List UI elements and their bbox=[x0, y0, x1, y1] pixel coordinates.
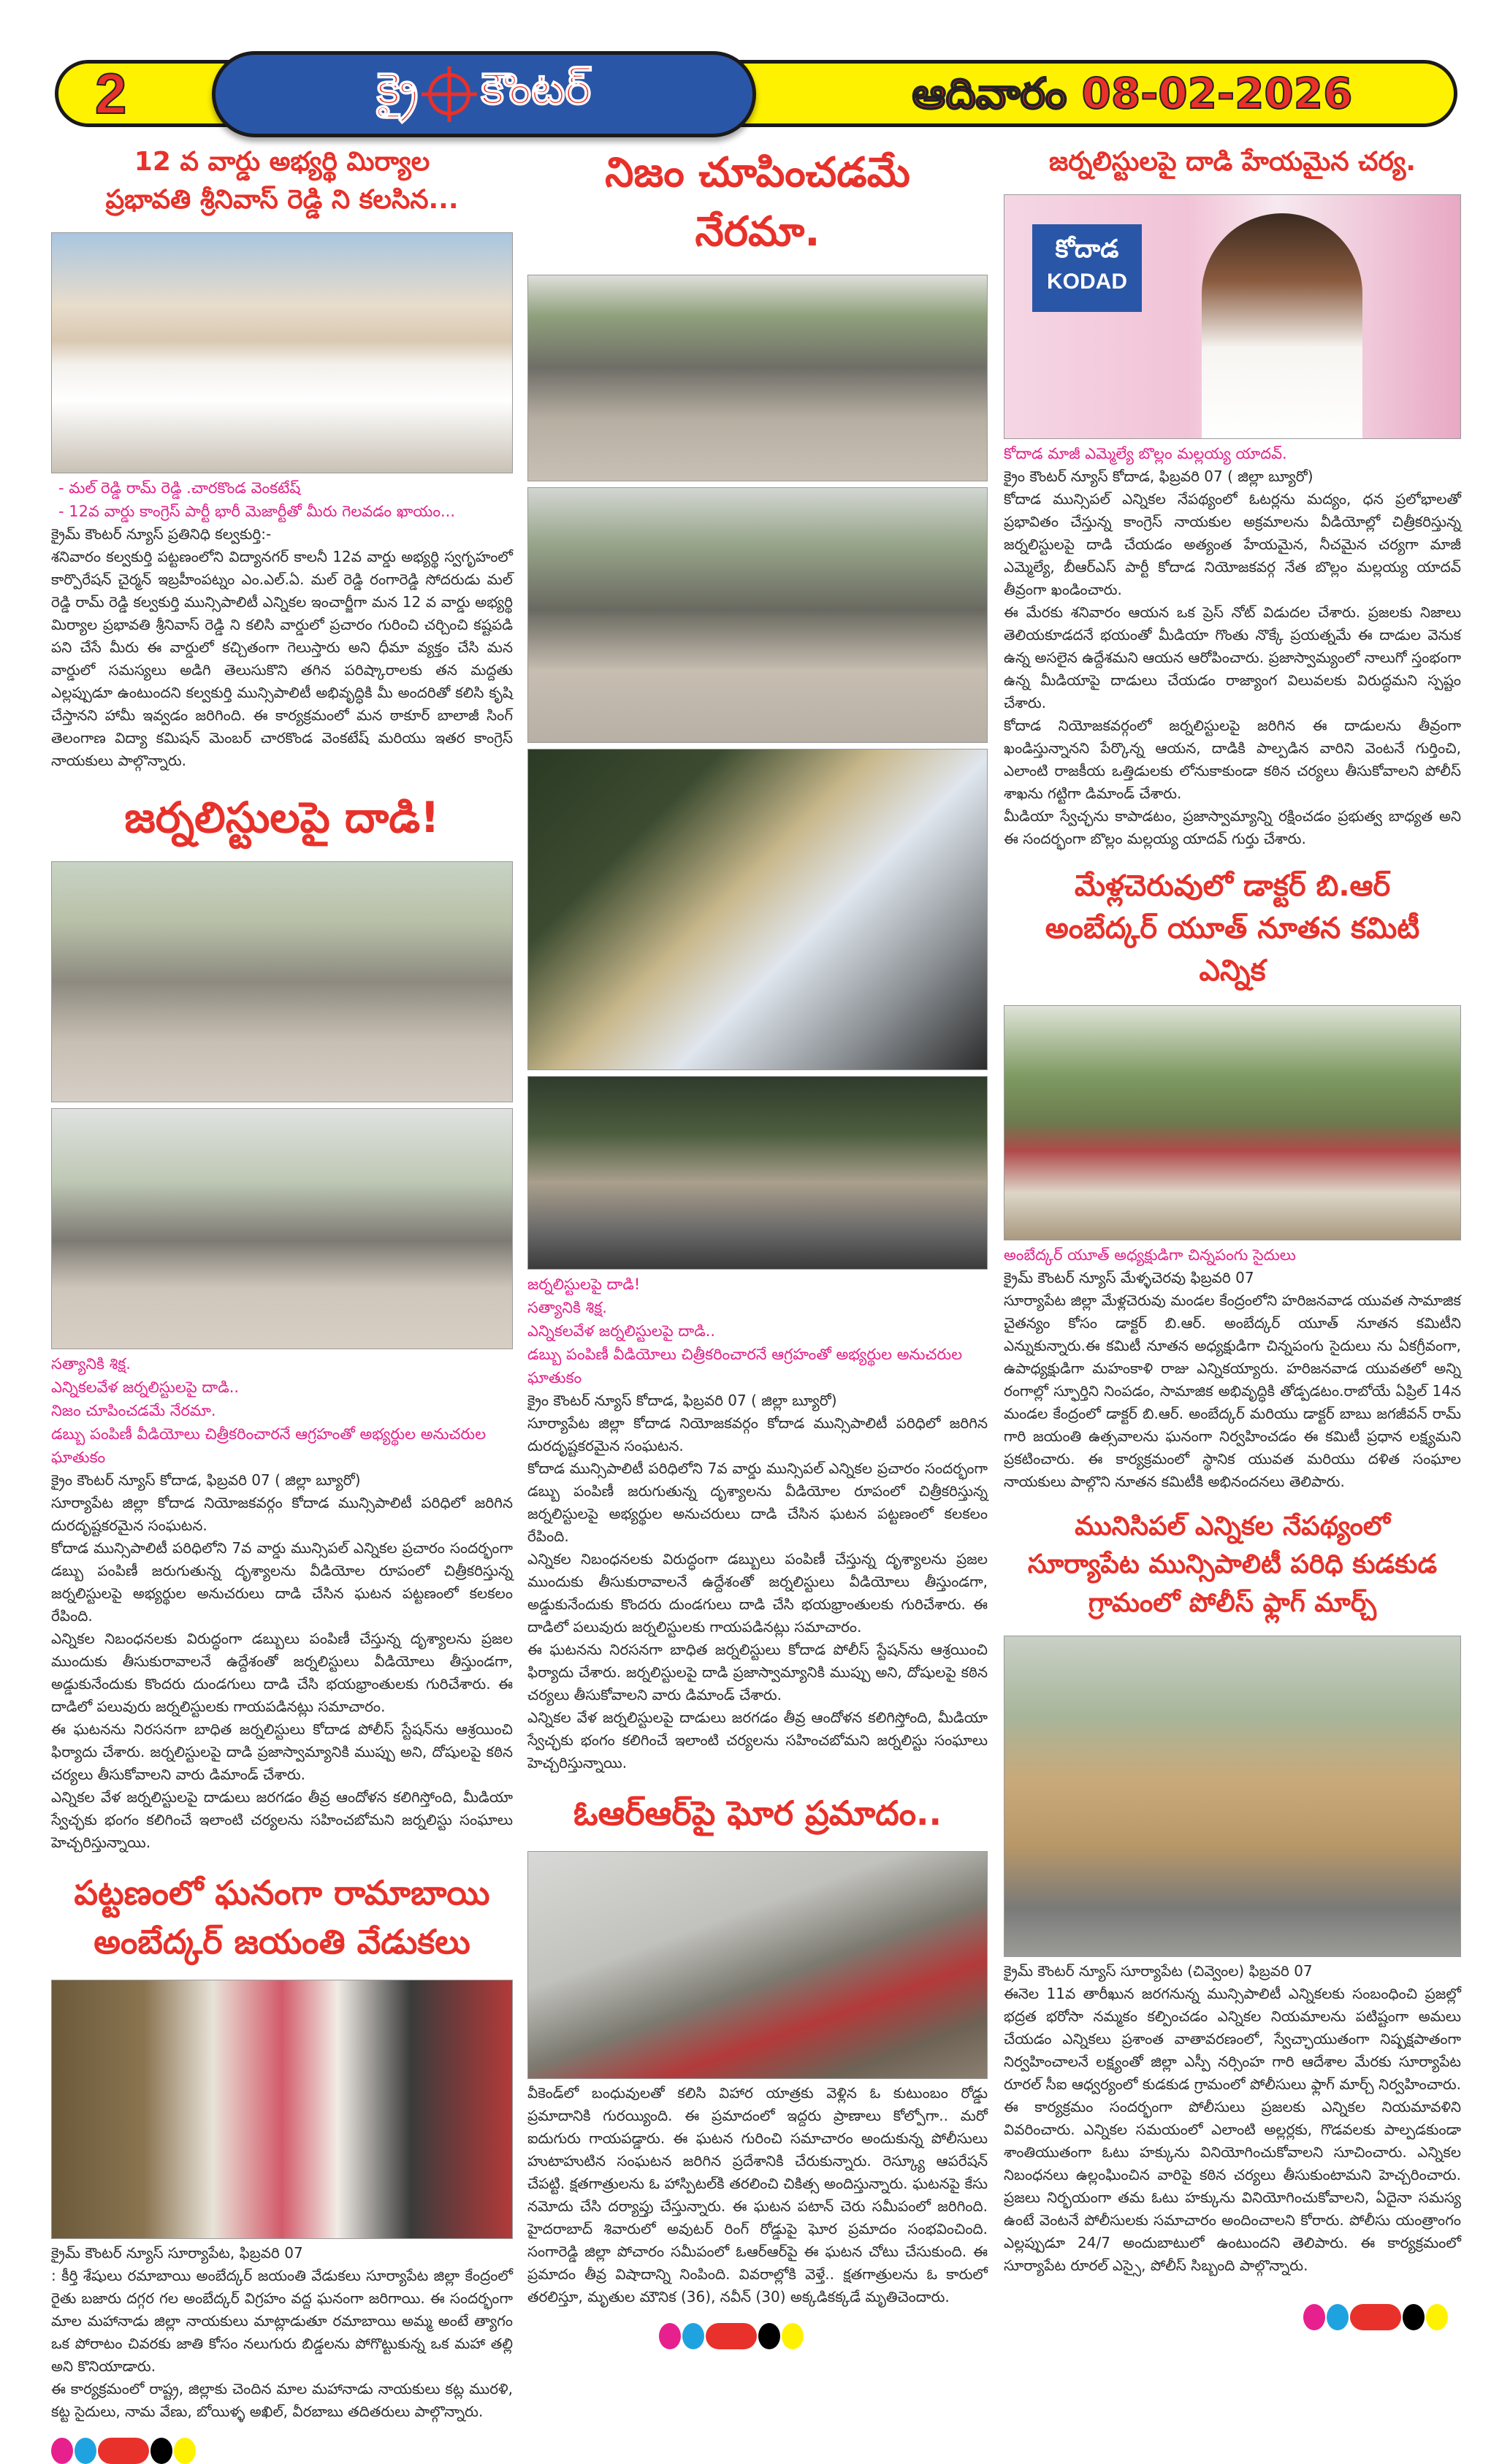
article-body bbox=[51, 1469, 513, 1854]
story-police-flag-march bbox=[1004, 1960, 1461, 2277]
story-journalists-attack bbox=[51, 1352, 513, 1854]
caption: డబ్బు పంపిణీ వీడియోలు చిత్రీకరించారనే ఆగ్రహంతో అభ్యర్థుల అనుచరుల ఘాతుకం bbox=[51, 1425, 487, 1467]
person-figure bbox=[1202, 213, 1362, 438]
red-mark bbox=[706, 2323, 757, 2349]
headline-truth-crime bbox=[527, 143, 988, 262]
dateline: క్రైం కౌంటర్ న్యూస్ కోదాడ, ఫిబ్రవరి 07 ( జిల్లా బ్యూరో) bbox=[527, 1392, 837, 1410]
photo-journalists-group bbox=[527, 1076, 988, 1270]
paragraph: ఈ మేరకు శనివారం ఆయన ఒక ప్రెస్ నోట్ విడుదల చేశారు. ప్రజలకు నిజాలు తెలియకూడదనే భయంతో మీడియా గొంతు నొక్కే ప్రయత్నమే ఈ దాడుల వెనుక ఉన్న అసలైన ఉద్దేశమని ఆయన ఆరోపించారు. ప్రజాస్వామ్యంలో నాలుగో స్తంభంగా ఉన్న మీడియాపై దాడులు చేయడం రాజ్యాంగ విలువలకు విరుద్ధమని స్పష్టం చేశారు. bbox=[1004, 603, 1461, 712]
headline-line: అంబేద్కర్ యూత్ నూతన కమిటీ bbox=[1045, 912, 1420, 946]
yellow-mark bbox=[782, 2323, 804, 2349]
crosshair-icon bbox=[428, 73, 470, 115]
story-heinous-act bbox=[1004, 442, 1461, 850]
paragraph: ఎన్నికల నిబంధనలకు విరుద్ధంగా డబ్బులు పంపిణీ చేస్తున్న దృశ్యాలను ప్రజల ముందుకు తీసుకురావాలనే ఉద్దేశంతో జర్నలిస్టులు వీడియోలు తీస్తుండగా, అడ్డుకునేందుకు కొందరు దుండగులు దాడి చేసి భయభ్రాంతులకు గురిచేశారు. ఈ దాడిలో పలువురు జర్నలిస్టులకు గాయపడినట్లు సమాచారం. bbox=[527, 1550, 988, 1636]
paragraph: మీడియా స్వేచ్ఛను కాపాడటం, ప్రజాస్వామ్యాన్ని రక్షించడం ప్రభుత్వ బాధ్యత అని ఈ సందర్భంగా బొల్లం మల్లయ్య యాదవ్ గుర్తు చేశారు. bbox=[1004, 807, 1461, 848]
paragraph: ఈ ఘటనను నిరసనగా బాధిత జర్నలిస్టులు కోదాడ పోలీస్ స్టేషన్‌ను ఆశ్రయించి ఫిర్యాదు చేశారు. జర్నలిస్టులపై దాడి ప్రజాస్వామ్యానికి ముప్పు అని, దోషులపై కఠిన చర్యలు తీసుకోవాలని వారు డిమాండ్ చేశారు. bbox=[51, 1720, 513, 1784]
headline-line: నేరమా. bbox=[695, 208, 820, 256]
logo-text-right: కౌంటర్ bbox=[481, 64, 592, 115]
headline-line: నిజం చూపించడమే bbox=[605, 149, 910, 197]
red-mark bbox=[1350, 2304, 1401, 2330]
caption: డబ్బు పంపిణీ వీడియోలు చిత్రీకరించారనే ఆగ్రహంతో అభ్యర్థుల అనుచరుల ఘాతుకం bbox=[527, 1346, 963, 1387]
paragraph: కోదాడ నియోజకవర్గంలో జర్నలిస్టులపై జరిగిన ఈ దాడులను తీవ్రంగా ఖండిస్తున్నానని పేర్కొన్న ఆయన, దాడికి పాల్పడిన వారిని వెంటనే గుర్తించి, ఎలాంటి రాజకీయ ఒత్తిడులకు లోనుకాకుండా కఠిన చర్యలు తీసుకోవాలని పోలీస్ శాఖను గట్టిగా డిమాండ్ చేశారు. bbox=[1004, 717, 1461, 803]
cyan-mark bbox=[75, 2438, 96, 2464]
column-3 bbox=[1004, 139, 1461, 2330]
red-mark bbox=[98, 2438, 149, 2464]
story-orr-accident bbox=[527, 2082, 988, 2308]
column-2 bbox=[527, 139, 988, 2349]
story-truth-crime bbox=[527, 1273, 988, 1774]
black-mark bbox=[1403, 2304, 1425, 2330]
paragraph: ఎన్నికల వేళ జర్నలిస్టులపై దాడులు జరగడం తీవ్ర ఆందోళన కలిగిస్తోంది, మీడియా స్వేచ్ఛకు భంగం కలిగించే ఇలాంటి చర్యలను సహించబోమని జర్నలిస్టు సంఘాలు హెచ్చరిస్తున్నాయి. bbox=[51, 1788, 513, 1852]
paragraph: కోదాడ మున్సిపల్ ఎన్నికల నేపథ్యంలో ఓటర్లను మద్యం, ధన ప్రలోభాలతో ప్రభావితం చేస్తున్న కాంగ్రెస్ నాయకుల అక్రమాలను వీడియోల్లో చిత్రీకరిస్తున్న జర్నలిస్టులపై దాడి చేయడం అత్యంత హేయమైన, నీచమైన చర్యగా మాజీ ఎమ్మెల్యే, బీఆర్ఎస్ పార్టీ కోదాడ నియోజకవర్గ నేత బొల్లం మల్లయ్య యాదవ్ తీవ్రంగా ఖండించారు. bbox=[1004, 490, 1461, 599]
article-body bbox=[1004, 1267, 1461, 1493]
article-body: వీకెండ్‌లో బంధువులతో కలిసి విహార యాత్రకు వెళ్లిన ఓ కుటుంబం రోడ్డు ప్రమాదానికి గురయ్యింది. ఈ ప్రమాదంలో ఇద్దరు ప్రాణాలు కోల్పోగా.. మరో ఐదుగురు గాయపడ్డారు. ఈ ఘటన గురించి సమాచారం అందుకున్న పోలీసులు హుటాహుటిన సంఘటన జరిగిన ప్రదేశానికి చేరుకున్నారు. రెస్క్యూ ఆపరేషన్ చేపట్టి. క్షతగాత్రులను ఓ హాస్పిటల్‌కి తరలించి చికిత్స అందిస్తున్నారు. ఘటనపై కేసు నమోదు చేసి దర్యాప్తు చేస్తున్నారు. ఈ ఘటన పటాన్ చెరు సమీపంలో జరిగింది. హైదరాబాద్ శివారులో అవుటర్ రింగ్ రోడ్డుపై ఘోర ప్రమాదం సంభవించింది. సంగారెడ్డి జిల్లా పోచారం సమీపంలో ఓఆర్ఆర్‌పై ఈ ఘటన చోటు చేసుకుంది. ఈ ప్రమాదం తీవ్ర విషాదాన్ని నింపింది. వివరాల్లోకి వెళ్తే.. క్షతగాత్రులను ఓ కారులో తరలిస్తూ, మృతుల మౌనిక (36), నవీన్ (30) అక్కడికక్కడే మృతిచెందారు. bbox=[527, 2084, 988, 2306]
photo-accident-car bbox=[527, 1851, 988, 2079]
story-ambedkar-youth bbox=[1004, 1243, 1461, 1493]
paragraph: ఎన్నికల వేళ జర్నలిస్టులపై దాడులు జరగడం తీవ్ర ఆందోళన కలిగిస్తోంది, మీడియా స్వేచ్ఛకు భంగం కలిగించే ఇలాంటి చర్యలను సహించబోమని జర్నలిస్టు సంఘాలు హెచ్చరిస్తున్నాయి. bbox=[527, 1709, 988, 1772]
photo-police-flag-march bbox=[1004, 1636, 1461, 1957]
caption: కోదాడ మాజీ ఎమ్మెల్యే బొల్లం మల్లయ్య యాదవ్. bbox=[1004, 445, 1287, 463]
sign-text: KODAD bbox=[1047, 270, 1127, 294]
paragraph: ఎన్నికల నిబంధనలకు విరుద్ధంగా డబ్బులు పంపిణీ చేస్తున్న దృశ్యాలను ప్రజల ముందుకు తీసుకురావాలనే ఉద్దేశంతో జర్నలిస్టులు వీడియోలు తీస్తుండగా, అడ్డుకునేందుకు కొందరు దుండగులు దాడి చేసి భయభ్రాంతులకు గురిచేశారు. ఈ దాడిలో పలువురు జర్నలిస్టులకు గాయపడినట్లు సమాచారం. bbox=[51, 1630, 513, 1716]
headline-ramabai-jayanti bbox=[51, 1869, 513, 1966]
magenta-mark bbox=[659, 2323, 681, 2349]
registration-marks bbox=[1004, 2289, 1461, 2330]
photo-ambedkar-youth bbox=[1004, 1005, 1461, 1240]
caption: ఎన్నికలవేళ జర్నలిస్టులపై దాడి.. bbox=[51, 1378, 240, 1397]
photo-police-memorandum bbox=[527, 749, 988, 1070]
photo-congress-leaders bbox=[51, 232, 513, 473]
cyan-mark bbox=[1327, 2304, 1349, 2330]
headline-line: అంబేద్కర్ జయంతి వేడుకలు bbox=[94, 1922, 470, 1962]
black-mark bbox=[150, 2438, 172, 2464]
yellow-mark bbox=[174, 2438, 196, 2464]
headline-journalists-attack: జర్నలిస్టులపై దాడి! bbox=[124, 793, 440, 843]
headline-police-flag-march bbox=[1004, 1508, 1461, 1622]
headline-line: సూర్యాపేట మున్సిపాలిటీ పరిధి కుడకుడ bbox=[1027, 1549, 1438, 1580]
photo-journalists-protest-2 bbox=[527, 487, 988, 743]
dateline: క్రైమ్ కౌంటర్ న్యూస్ సూర్యాపేట, ఫిబ్రవరి 07 bbox=[51, 2243, 303, 2262]
headline-ward-candidate bbox=[51, 143, 513, 219]
headline-orr-accident: ఓఆర్ఆర్‌పై ఘోర ప్రమాదం.. bbox=[573, 1793, 942, 1834]
caption: నిజం చూపించడమే నేరమా. bbox=[51, 1402, 216, 1420]
article-body bbox=[527, 1389, 988, 1774]
caption: ఎన్నికలవేళ జర్నలిస్టులపై దాడి.. bbox=[527, 1322, 716, 1340]
dateline: క్రైమ్ కౌంటర్ న్యూస్ సూర్యాపేట (చివ్వెంల) ఫిబ్రవరి 07 bbox=[1004, 1961, 1313, 1980]
caption: సత్యానికి శిక్ష. bbox=[527, 1299, 607, 1317]
registration-marks bbox=[51, 2423, 513, 2464]
paragraph: ఈ ఘటనను నిరసనగా బాధిత జర్నలిస్టులు కోదాడ పోలీస్ స్టేషన్‌ను ఆశ్రయించి ఫిర్యాదు చేశారు. జర్నలిస్టులపై దాడి ప్రజాస్వామ్యానికి ముప్పు అని, దోషులపై కఠిన చర్యలు తీసుకోవాలని వారు డిమాండ్ చేశారు. bbox=[527, 1641, 988, 1704]
photo-protest-rally-2 bbox=[51, 1108, 513, 1349]
headline-line: పట్టణంలో ఘనంగా రామాబాయి bbox=[74, 1873, 490, 1913]
yellow-mark bbox=[1426, 2304, 1448, 2330]
dateline: క్రైం కౌంటర్ న్యూస్ కోదాడ, ఫిబ్రవరి 07 ( జిల్లా బ్యూరో) bbox=[51, 1471, 361, 1490]
headline-line: మునిసిపల్ ఎన్నికల నేపథ్యంలో bbox=[1075, 1511, 1390, 1542]
article-body bbox=[1004, 465, 1461, 850]
kodad-sign bbox=[1032, 224, 1142, 312]
dateline: క్రైమ్ కౌంటర్ న్యూస్ మేళ్ళచెరవు ఫిబ్రవరి 07 bbox=[1004, 1269, 1254, 1287]
story-ward-candidate bbox=[51, 476, 513, 772]
headline-line: ప్రభావతి శ్రీనివాస్ రెడ్డి ని కలసిన... bbox=[105, 185, 459, 215]
photo-ramabai-tribute bbox=[51, 1980, 513, 2239]
paragraph: సూర్యాపేట జిల్లా కోదాడ నియోజకవర్గం కోదాడ మున్సిపాలిటీ పరిధిలో జరిగిన దురదృష్టకరమైన సంఘటన. bbox=[527, 1414, 988, 1455]
cyan-mark bbox=[682, 2323, 704, 2349]
sign-text: కోదాడ bbox=[1055, 234, 1119, 264]
paragraph: : కీర్తి శేషులు రమాబాయి అంబేద్కర్ జయంతి వేడుకలు సూర్యాపేట జిల్లా కేంద్రంలో రైతు బజారు దగ్గర గల అంబేద్కర్ విగ్రహం వద్ద ఘనంగా జరిగాయి. ఈ సందర్భంగా మాల మహానాడు జిల్లా నాయకులు మాట్లాడుతూ రమాబాయి అమ్మ అంటే త్యాగం ఒక పోరాటం చివరకు జాతి కోసం నలుగురు బిడ్డలను పోగొట్టుకున్న ఒక మహా తల్లి అని కొనియాడారు. bbox=[51, 2266, 513, 2375]
newspaper-logo bbox=[212, 51, 756, 137]
caption: - 12వ వార్డు కాంగ్రెస్ పార్టీ భారీ మెజార్టీతో మీరు గెలవడం ఖాయం... bbox=[58, 503, 456, 521]
dateline: క్రైం కౌంటర్ న్యూస్ కోదాడ, ఫిబ్రవరి 07 ( జిల్లా బ్యూరో) bbox=[1004, 468, 1313, 486]
headline-line: గ్రామంలో పోలీస్ ఫ్లాగ్ మార్చ్ bbox=[1088, 1587, 1377, 1618]
paragraph: ఈనెల 11వ తారీఖున జరగనున్న మున్సిపాలిటీ ఎన్నికలకు సంబంధించి ప్రజల్లో భద్రత భరోసా నమ్మకం కల్పించడం ఎన్నికల నియమాలను పటిష్టంగా అమలు చేయడం ఎన్నికలు ప్రశాంత వాతావరణంలో, స్వేచ్ఛాయుతంగా నిష్పక్షపాతంగా నిర్వహించాలనే లక్ష్యంతో జిల్లా ఎస్పీ నర్సింహ గారి ఆదేశాల మేరకు సూర్యాపేట రూరల్ సీఐ ఆధ్వర్యంలో కుడకుడ గ్రామంలో పోలీసులు ఫ్లాగ్ మార్చ్ నిర్వహించారు. ఈ కార్యక్రమం సందర్భంగా పోలీసులు ప్రజలకు ఎన్నికల నియమావళిని వివరించారు. ఎన్నికల సమయంలో ఎలాంటి అల్లర్లకు, గొడవలకు పాల్పడకుండా శాంతియుతంగా ఓటు హక్కును వినియోగించుకోవాలని సూచించారు. ఎన్నికల నిబంధనలు ఉల్లంఘించిన వారిపై కఠిన చర్యలు తీసుకుంటామని హెచ్చరించారు. ప్రజలు నిర్భయంగా తమ ఓటు హక్కును వినియోగించుకోవాలని, ఏదైనా సమస్య ఉంటే వెంటనే పోలీసులకు సమాచారం అందించాలని కోరారు. పోలీసు యంత్రాంగం ఎల్లప్పుడూ 24/7 అందుబాటులో ఉంటుందని తెలిపారు. ఈ కార్యక్రమంలో సూర్యాపేట రూరల్ ఎస్సై, పోలీస్ సిబ్బంది పాల్గొన్నారు. bbox=[1004, 1984, 1461, 2274]
photo-mla-portrait bbox=[1004, 194, 1461, 439]
photo-protest-rally-1 bbox=[51, 861, 513, 1102]
page-number: 2 bbox=[95, 61, 127, 126]
article-body: శనివారం కల్వకుర్తి పట్టణంలోని విద్యానగర్ కాలనీ 12వ వార్డు అభ్యర్థి స్వగృహంలో కార్పొరేషన్ చైర్మన్ ఇబ్రహీంపట్నం ఎం.ఎల్.ఏ. మల్ రెడ్డి రంగారెడ్డి సోదరుడు మల్ రెడ్డి రామ్ రెడ్డి కల్వకుర్తి మున్సిపాలిటీ ఎన్నికల ఇంచార్జీగా మన 12 వ వార్డు అభ్యర్థి మిర్యాల ప్రభావతి శ్రీనివాస్ రెడ్డి ని కలిసి వార్డులో ప్రచారం గురించి చర్చించి కష్టపడి పని చేసే మీరు ఈ వార్డులో కచ్చితంగా గెలుస్తారు అని ధీమా వ్యక్తం చేసి మన వార్డులో సమస్యలు అడిగి తెలుసుకొని తగిన పరిష్కారాలకు తన మద్దతు ఎల్లప్పుడూ ఉంటుందని కల్వకుర్తి మున్సిపాలిటీ అభివృద్ధికి మీ అందరితో కలిసి కృషి చేస్తానని హామీ ఇవ్వడం జరిగింది. ఈ కార్యక్రమంలో మన ఠాకూర్ బాలాజీ సింగ్ తెలంగాణ విద్యా కమిషన్ మెంబర్ చారకొండ వెంకటేష్ మరియు ఇతర కాంగ్రెస్ నాయకులు పాల్గొన్నారు. bbox=[51, 548, 513, 770]
headline-ambedkar-youth bbox=[1004, 865, 1461, 992]
story-ramabai-jayanti bbox=[51, 2242, 513, 2423]
caption: జర్నలిస్టులపై దాడి! bbox=[527, 1275, 641, 1294]
column-1 bbox=[51, 139, 513, 2464]
headline-line: ఎన్నిక bbox=[1199, 954, 1266, 988]
dateline: క్రైమ్ కౌంటర్ న్యూస్ ప్రతినిధి కల్వకుర్తి:- bbox=[51, 525, 272, 543]
paragraph: కోదాడ మున్సిపాలిటీ పరిధిలోని 7వ వార్డు మున్సిపల్ ఎన్నికల ప్రచారం సందర్భంగా డబ్బు పంపిణీ జరుగుతున్న దృశ్యాలను వీడియోల రూపంలో చిత్రీకరిస్తున్న జర్నలిస్టులపై అభ్యర్థుల అనుచరులు దాడి చేసిన ఘటన పట్టణంలో కలకలం రేపింది. bbox=[527, 1460, 988, 1546]
headline-line: మేళ్లచెరువులో డాక్టర్ బి.ఆర్ bbox=[1074, 869, 1391, 904]
black-mark bbox=[758, 2323, 780, 2349]
headline-line: 12 వ వార్డు అభ్యర్థి మిర్యాల bbox=[134, 147, 430, 177]
paragraph: ఈ కార్యక్రమంలో రాష్ట్ర, జిల్లాకు చెందిన మాల మహానాడు నాయకులు కట్ల మురళి, కట్ట సైదులు, నామ వేణు, బోయిళ్ళ అఖిల్, వీరబాబు తదితరులు పాల్గొన్నారు. bbox=[51, 2379, 513, 2420]
paragraph: కోదాడ మున్సిపాలిటీ పరిధిలోని 7వ వార్డు మున్సిపల్ ఎన్నికల ప్రచారం సందర్భంగా డబ్బు పంపిణీ జరుగుతున్న దృశ్యాలను వీడియోల రూపంలో చిత్రీకరిస్తున్న జర్నలిస్టులపై అభ్యర్థుల అనుచరులు దాడి చేసిన ఘటన పట్టణంలో కలకలం రేపింది. bbox=[51, 1539, 513, 1625]
registration-marks bbox=[527, 2308, 988, 2349]
issue-date: ఆదివారం 08-02-2026 bbox=[912, 69, 1353, 118]
caption: అంబేద్కర్ యూత్ అధ్యక్షుడిగా చిన్నపంగు సైదులు bbox=[1004, 1246, 1296, 1265]
photo-journalists-protest-1 bbox=[527, 275, 988, 481]
caption: - మల్ రెడ్డి రామ్ రెడ్డి .చారకొండ వెంకటేష్ bbox=[58, 479, 301, 497]
magenta-mark bbox=[51, 2438, 73, 2464]
paragraph: సూర్యాపేట జిల్లా మేళ్లచెరువు మండల కేంద్రంలోని హరిజనవాడ యువత సామాజిక చైతన్యం కోసం డాక్టర్ బి.ఆర్. అంబేద్కర్ యూత్ నూతన కమిటీని ఎన్నుకున్నారు.ఈ కమిటీ నూతన అధ్యక్షుడిగా చిన్నపంగు సైదులు ను ఏకగ్రీవంగా, ఉపాధ్యక్షుడిగా మహంకాళి రాజు ఎన్నికయ్యారు. హరిజనవాడ యువతలో అన్ని రంగాల్లో స్ఫూర్తిని నింపడం, సామాజిక అభివృద్ధికి తోడ్పడటం.రాబోయే ఏప్రిల్ 14న మండల కేంద్రంలో డాక్టర్ బి.ఆర్. అంబేద్కర్ మరియు డాక్టర్ బాబు జగజీవన్ రామ్ గారి జయంతి ఉత్సవాలను ఘనంగా నిర్వహించడం ఈ కమిటీ ప్రధాన లక్ష్యమని ప్రకటించారు. ఈ కార్యక్రమంలో స్థానిక యువత మరియు దళిత సంఘాల నాయకులు పాల్గొని నూతన కమిటీకి అభినందనలు తెలిపారు. bbox=[1004, 1292, 1461, 1491]
headline-heinous-act: జర్నలిస్టులపై దాడి హేయమైన చర్య. bbox=[1048, 147, 1416, 177]
logo-text-left: క్రై bbox=[376, 64, 419, 115]
paragraph: సూర్యాపేట జిల్లా కోదాడ నియోజకవర్గం కోదాడ మున్సిపాలిటీ పరిధిలో జరిగిన దురదృష్టకరమైన సంఘటన. bbox=[51, 1494, 513, 1535]
caption: సత్యానికి శిక్ష. bbox=[51, 1355, 131, 1373]
magenta-mark bbox=[1303, 2304, 1325, 2330]
